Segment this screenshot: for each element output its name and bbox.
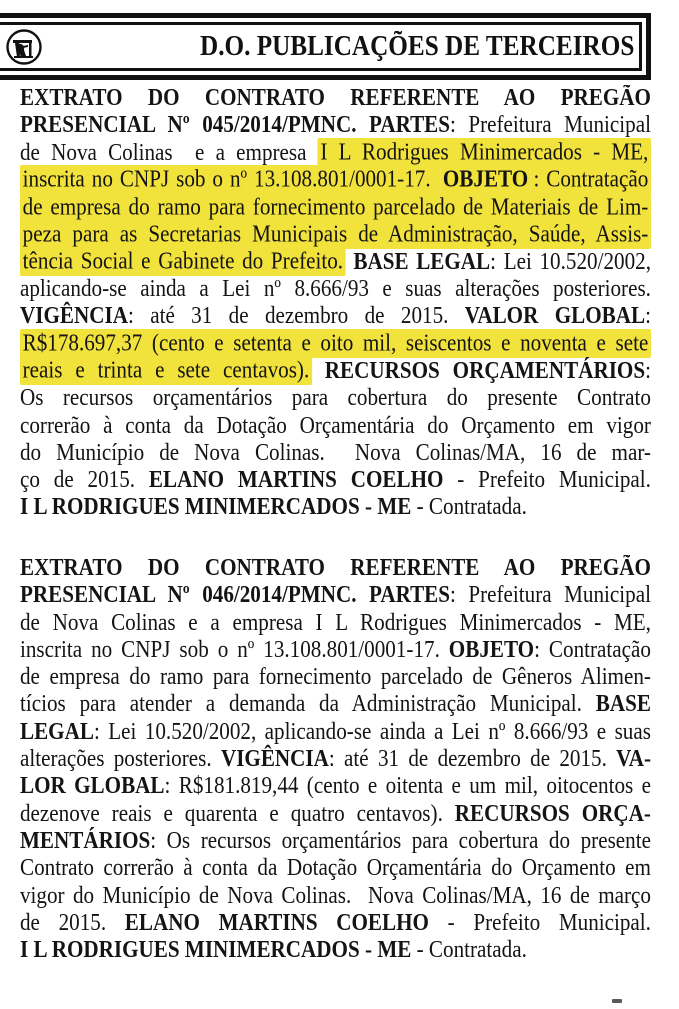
highlighted-text: de empresa do ramo para fornecimento parcelado de Materiais de Lim-: [20, 193, 651, 222]
highlighted-text: I L Rodrigues Minimercados - ME,: [318, 138, 651, 167]
highlighted-text: tência Social e Gabinete do Prefeito.: [20, 247, 346, 276]
bold-text: VALOR GLOBAL: [464, 303, 646, 330]
body-text: aplicando-se ainda a Lei nº 8.666/93 e suas alterações posteriores.: [20, 276, 651, 303]
bold-text: PRESENCIAL Nº 045/2014/PMNC. PARTES: [20, 112, 451, 139]
body-text: ço de 2015.: [20, 467, 149, 494]
body-text: alterações posteriores.: [20, 746, 221, 773]
text-line: [20, 440, 651, 467]
body-text: tícios para atender a demanda da Administração Municipal.: [20, 691, 596, 718]
bold-text: BASE LEGAL: [353, 248, 491, 275]
bold-text: PRESENCIAL Nº 046/2014/PMNC. PARTES: [20, 582, 451, 609]
bold-text: MENTÁRIOS: [20, 827, 151, 854]
bold-text: VIGÊNCIA: [220, 746, 329, 773]
text-line: [20, 691, 651, 718]
text-line: [20, 140, 651, 167]
highlighted-text: : Contratação: [531, 165, 651, 194]
text-line: [20, 582, 651, 609]
text-line: [20, 937, 651, 964]
body-text: - Contratada.: [411, 937, 527, 964]
municipal-seal-icon: [5, 28, 43, 66]
body-text: : R$181.819,44 (cento e oitenta e um mil, oitocentos e: [164, 773, 651, 800]
text-line: [20, 167, 651, 194]
body-text: de Nova Colinas e a empresa I L Rodrigues Minimercados - ME,: [20, 609, 651, 636]
body-text: do Município de Nova Colinas. Nova Colinas/MA, 16 de mar-: [20, 439, 651, 466]
text-line: [20, 494, 651, 521]
text-line: [20, 773, 651, 800]
text-line: [20, 883, 651, 910]
bold-text: I L RODRIGUES MINIMERCADOS - ME: [20, 937, 412, 964]
bold-text: I L RODRIGUES MINIMERCADOS - ME: [20, 494, 412, 521]
text-line: [20, 610, 651, 637]
bold-text: BASE: [595, 691, 651, 718]
text-line: [20, 249, 651, 276]
text-line: [20, 331, 651, 358]
body-text: : Lei 10.520/2002, aplicando-se ainda a Lei nº 8.666/93 e suas: [93, 718, 651, 745]
body-text: inscrita no CNPJ sob o nº 13.108.801/0001-17.: [20, 636, 449, 663]
body-text: de 2015.: [20, 909, 125, 936]
text-line: [20, 719, 651, 746]
text-line: [20, 467, 651, 494]
body-text: : até 31 de dezembro de 2015.: [328, 746, 617, 773]
highlighted-text: inscrita no CNPJ sob o nº 13.108.801/0001-17.: [20, 165, 440, 194]
text-line: [20, 413, 651, 440]
body-text: :: [645, 357, 651, 384]
bold-text: ELANO MARTINS COELHO: [148, 467, 444, 494]
text-line: [20, 276, 651, 303]
body-text: : Prefeitura Municipal: [450, 112, 651, 139]
highlighted-text: OBJETO: [440, 165, 531, 194]
body-text: de empresa do ramo para fornecimento parcelado de Gêneros Alimen-: [20, 664, 651, 691]
body-text: correrão à conta da Dotação Orçamentária do Orçamento em vigor: [20, 412, 651, 439]
text-line: [20, 746, 651, 773]
text-line: [20, 358, 651, 385]
text-line: [20, 85, 651, 112]
bold-text: RECURSOS ORÇAMENTÁRIOS: [324, 357, 646, 384]
bold-text: EXTRATO DO CONTRATO REFERENTE AO PREGÃO: [20, 555, 651, 581]
body-text: : até 31 de dezembro de 2015.: [127, 303, 465, 330]
bold-text: VA-: [616, 746, 651, 773]
body-text: Os recursos orçamentários para cobertura do presente Contrato: [20, 385, 651, 412]
masthead-title: D.O. PUBLICAÇÕES DE TERCEIROS: [200, 30, 635, 62]
body-text: [346, 249, 354, 275]
bold-text: ELANO MARTINS COELHO: [124, 909, 429, 936]
highlighted-text: reais e trinta e sete centavos).: [20, 356, 312, 385]
text-line: [20, 194, 651, 221]
body-text: : Prefeitura Municipal: [450, 582, 651, 609]
highlighted-text: peza para as Secretarias Municipais de Administração, Saúde, Assis-: [20, 220, 651, 249]
bold-text: LOR GLOBAL: [20, 773, 165, 800]
body-text: : Os recursos orçamentários para cobertura do presente: [150, 827, 651, 854]
text-line: [20, 910, 651, 937]
bold-text: LEGAL: [20, 718, 94, 745]
body-text: - Contratada.: [411, 494, 527, 521]
body-text: : Lei 10.520/2002,: [490, 248, 651, 275]
body-text: Contrato correrão à conta da Dotação Orçamentária do Orçamento em: [20, 855, 651, 882]
text-line: [20, 855, 651, 882]
body-text: dezenove reais e quarenta e quatro centavos).: [20, 800, 455, 827]
text-line: [20, 221, 651, 248]
text-line: [20, 555, 651, 582]
bold-text: EXTRATO DO CONTRATO REFERENTE AO PREGÃO: [20, 85, 651, 111]
contract-extract-045-2014: [20, 85, 651, 522]
body-text: :: [645, 303, 651, 330]
bold-text: VIGÊNCIA: [20, 303, 128, 330]
body-text: [312, 358, 325, 384]
body-text: : Contratação: [534, 636, 651, 663]
text-line: [20, 664, 651, 691]
bold-text: RECURSOS ORÇA-: [454, 800, 651, 827]
text-line: [20, 385, 651, 412]
text-line: [20, 637, 651, 664]
contract-extract-046-2014: [20, 555, 651, 964]
text-line: [20, 303, 651, 330]
text-line: [20, 801, 651, 828]
highlighted-text: R$178.697,37 (cento e setenta e oito mil, seiscentos e noventa e sete: [20, 329, 651, 358]
body-text: vigor do Município de Nova Colinas. Nova Colinas/MA, 16 de março: [20, 882, 651, 909]
bold-text: OBJETO: [448, 636, 535, 663]
text-line: [20, 828, 651, 855]
text-line: [20, 112, 651, 139]
body-text: de Nova Colinas e a empresa: [20, 139, 318, 166]
cut-off-ink-mark: [612, 999, 622, 1003]
body-text: - Prefeito Municipal.: [443, 467, 651, 494]
body-text: - Prefeito Municipal.: [428, 909, 651, 936]
